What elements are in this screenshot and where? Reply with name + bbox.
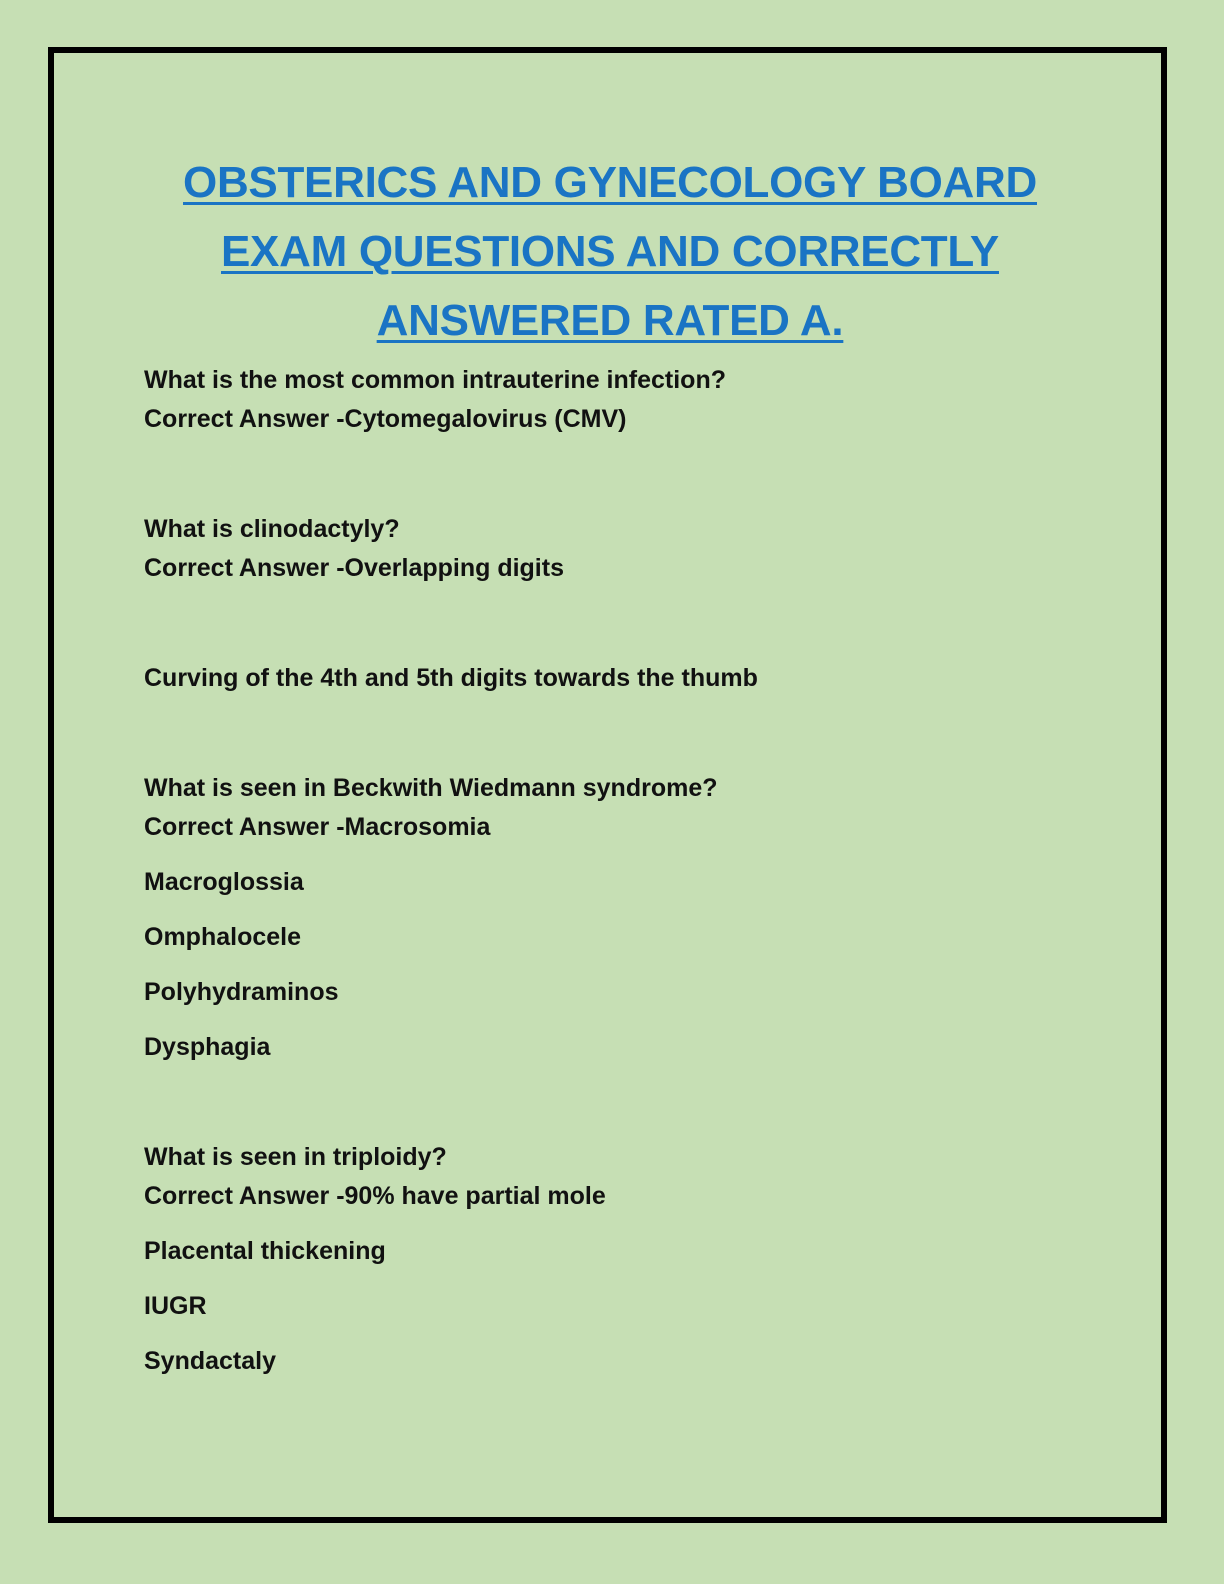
answer-text: Correct Answer -Cytomegalovirus (CMV) [144, 405, 627, 433]
question-text: What is clinodactyly? [144, 515, 400, 543]
answer-list-item: Omphalocele [144, 923, 301, 951]
answer-list-item: Macroglossia [144, 868, 304, 896]
document-title [110, 148, 1110, 355]
answer-text: Correct Answer -Macrosomia [144, 813, 491, 841]
title-line: OBSTERICS AND GYNECOLOGY BOARD [183, 158, 1037, 207]
question-text: What is the most common intrauterine infection? [144, 366, 726, 394]
answer-list-item: Dysphagia [144, 1033, 271, 1061]
answer-list-item: Syndactaly [144, 1347, 277, 1375]
question-text: What is seen in triploidy? [144, 1143, 447, 1171]
answer-list-item: IUGR [144, 1292, 207, 1320]
answer-text: Correct Answer -90% have partial mole [144, 1182, 606, 1210]
answer-text: Correct Answer -Overlapping digits [144, 554, 564, 582]
answer-list-item: Placental thickening [144, 1237, 386, 1265]
title-line: EXAM QUESTIONS AND CORRECTLY [221, 227, 999, 276]
answer-list-item: Polyhydraminos [144, 978, 339, 1006]
answer-detail: Curving of the 4th and 5th digits towards the thumb [144, 664, 758, 692]
question-text: What is seen in Beckwith Wiedmann syndrome? [144, 774, 718, 802]
title-line: ANSWERED RATED A. [376, 296, 844, 345]
